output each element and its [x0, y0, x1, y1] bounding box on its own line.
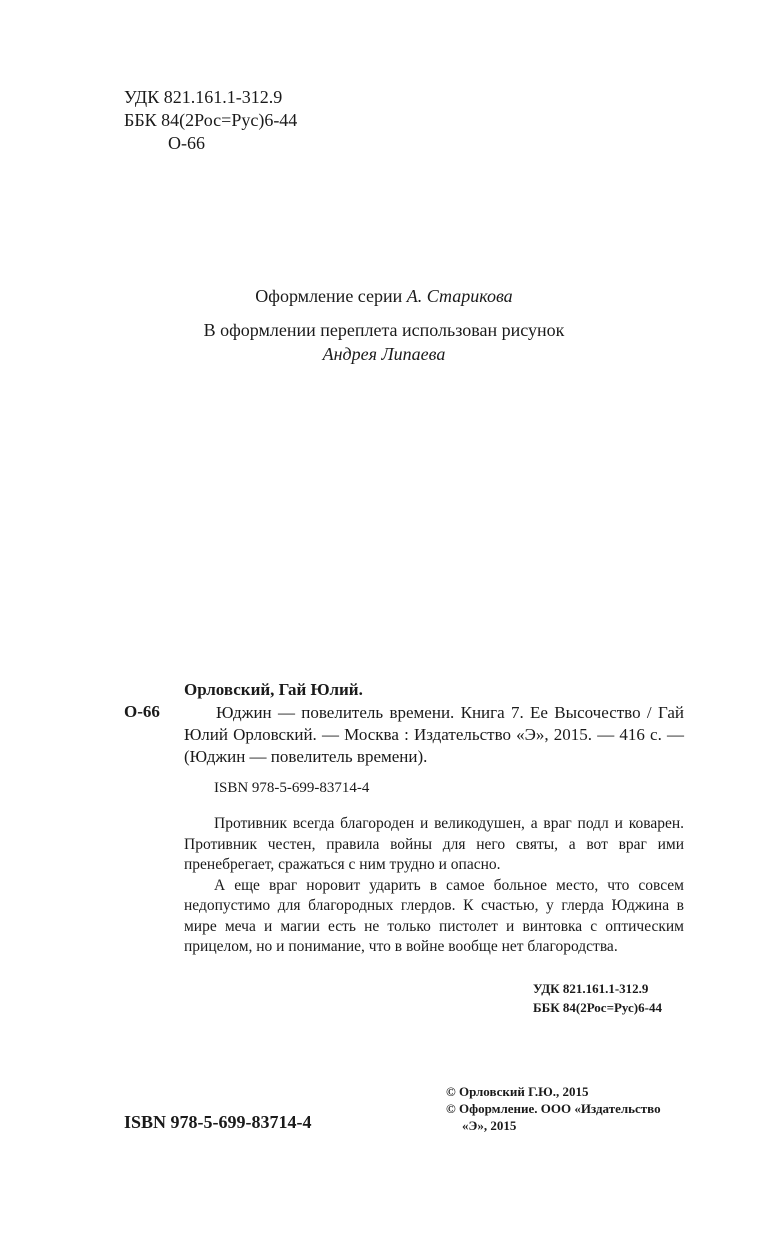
- bbk-code: ББК 84(2Рос=Рус)6-44: [124, 110, 298, 130]
- copyright-block: [446, 1083, 706, 1134]
- bottom-bbk-code: ББК 84(2Рос=Рус)6-44: [533, 1000, 662, 1015]
- series-designer-name: А. Старикова: [406, 286, 513, 306]
- annotation-paragraph-1: Противник всегда благороден и великодушен, а враг подл и коварен. Противник честен, правила войны для него святы, а вот враг ими пренебрегает, сражаться с ним трудно и опасно.: [184, 815, 684, 873]
- cover-illustration-credit: [0, 318, 768, 366]
- bibliographic-description: [184, 702, 684, 768]
- description-text: Юджин — повелитель времени. Книга 7. Ее Высочество / Гай Юлий Орловский. — Москва : Издательство «Э», 2015. — 416 с. — (Юджин — повелитель времени).: [184, 703, 684, 766]
- udk-code: УДК 821.161.1-312.9: [124, 87, 283, 107]
- record-author-mark: О-66: [124, 702, 160, 721]
- record-author: Орловский, Гай Юлий.: [184, 680, 363, 699]
- series-design-label: Оформление серии: [255, 286, 407, 306]
- cover-illustration-label: В оформлении переплета использован рисунок: [203, 320, 565, 340]
- record-isbn: ISBN 978-5-699-83714-4: [214, 780, 370, 796]
- annotation: [184, 814, 684, 958]
- series-design-credit: [0, 284, 768, 308]
- annotation-paragraph-2: А еще враг норовит ударить в самое больное место, что совсем недопустимо для благородных глердов. К счастью, у глерда Юджина в мире меча и магии есть не только пистолет и винтовка с оптическим прицелом, но и понимание, что в войне вообще нет благородства.: [184, 876, 684, 955]
- copyright-design-continuation: «Э», 2015: [462, 1118, 517, 1133]
- bottom-udk-code: УДК 821.161.1-312.9: [533, 981, 649, 996]
- footer-isbn: ISBN 978-5-699-83714-4: [124, 1112, 312, 1132]
- bottom-classification-codes: [533, 979, 662, 1017]
- copyright-design: © Оформление. ООО «Издательство: [446, 1101, 661, 1116]
- top-classification-codes: [124, 86, 297, 155]
- copyright-author: © Орловский Г.Ю., 2015: [446, 1084, 589, 1099]
- author-mark: О-66: [168, 133, 205, 153]
- cover-illustrator-name: Андрея Липаева: [322, 344, 446, 364]
